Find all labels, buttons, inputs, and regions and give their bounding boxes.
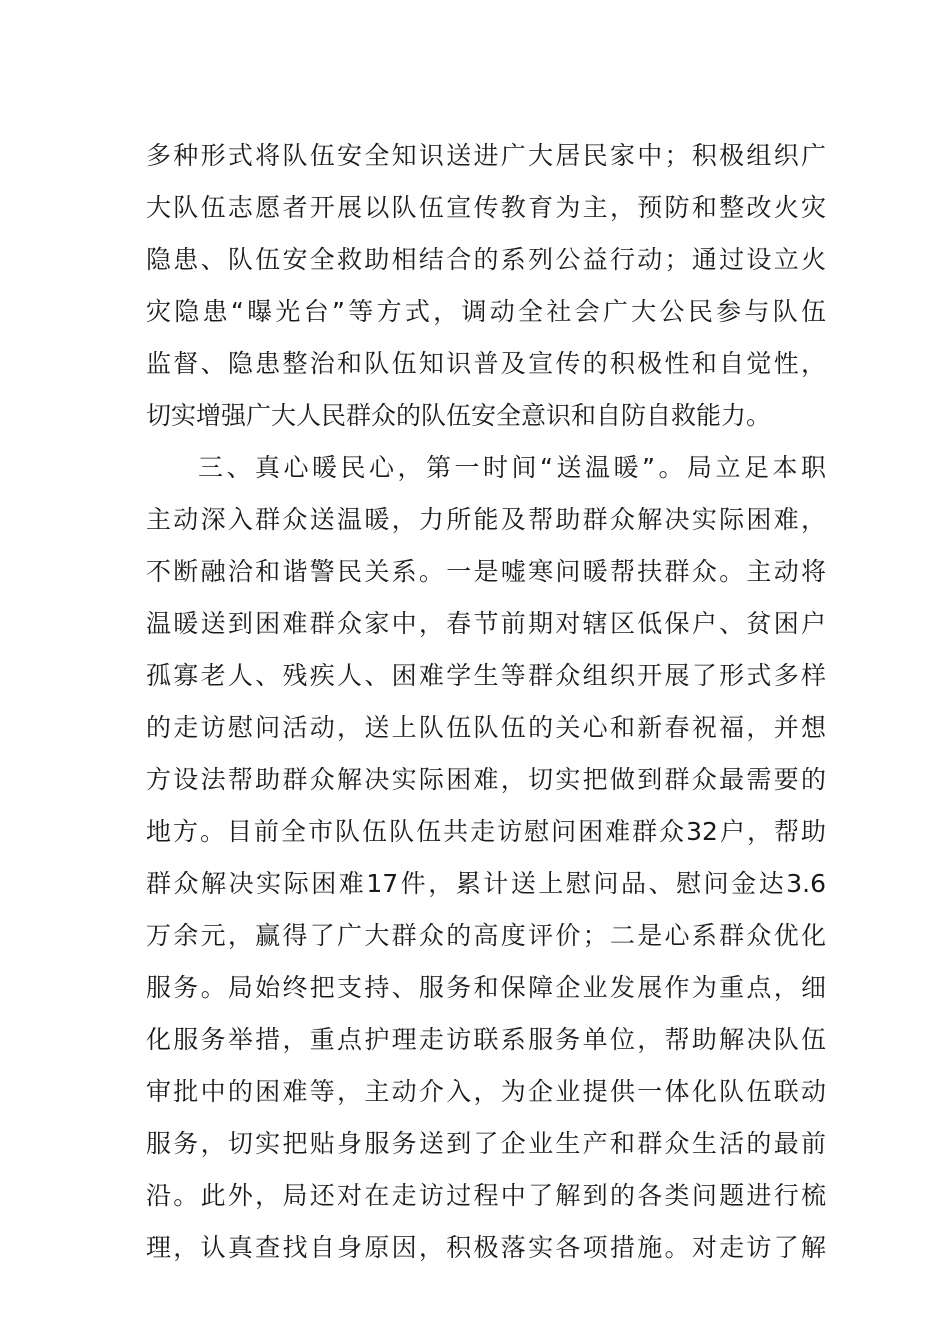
text-line: 大队伍志愿者开展以队伍宣传教育为主，预防和整改火灾 xyxy=(146,193,826,222)
text-line: 沿。此外，局还对在走访过程中了解到的各类问题进行梳 xyxy=(146,1181,826,1210)
text-line: 地方。目前全市队伍队伍共走访慰问困难群众32户，帮助 xyxy=(146,817,826,846)
text-line: 切实增强广大人民群众的队伍安全意识和自防自救能力。 xyxy=(146,401,772,430)
text-line: 方设法帮助群众解决实际困难，切实把做到群众最需要的 xyxy=(146,765,826,794)
text-line: 温暖送到困难群众家中，春节前期对辖区低保户、贫困户 xyxy=(146,609,826,638)
text-line: 孤寡老人、残疾人、困难学生等群众组织开展了形式多样 xyxy=(146,661,826,690)
text-line: 审批中的困难等，主动介入，为企业提供一体化队伍联动 xyxy=(146,1077,826,1106)
text-line: 群众解决实际困难17件，累计送上慰问品、慰问金达3.6 xyxy=(146,869,826,898)
text-line: 主动深入群众送温暖，力所能及帮助群众解决实际困难， xyxy=(146,505,826,534)
text-line: 不断融洽和谐警民关系。一是嘘寒问暖帮扶群众。主动将 xyxy=(146,557,826,586)
text-line: 万余元，赢得了广大群众的高度评价；二是心系群众优化 xyxy=(146,921,826,950)
text-line: 服务。局始终把支持、服务和保障企业发展作为重点，细 xyxy=(146,973,826,1002)
text-line: 多种形式将队伍安全知识送进广大居民家中；积极组织广 xyxy=(146,141,826,170)
text-line: 的走访慰问活动，送上队伍队伍的关心和新春祝福，并想 xyxy=(146,713,826,742)
text-line: 理，认真查找自身原因，积极落实各项措施。对走访了解 xyxy=(146,1233,826,1262)
text-line: 监督、隐患整治和队伍知识普及宣传的积极性和自觉性， xyxy=(146,349,826,378)
body-text xyxy=(146,130,826,1274)
text-line: 服务，切实把贴身服务送到了企业生产和群众生活的最前 xyxy=(146,1129,826,1158)
text-line: 隐患、队伍安全救助相结合的系列公益行动；通过设立火 xyxy=(146,245,826,274)
text-line: 灾隐患“曝光台”等方式，调动全社会广大公民参与队伍 xyxy=(146,297,826,326)
text-line: 化服务举措，重点护理走访联系服务单位，帮助解决队伍 xyxy=(146,1025,826,1054)
paragraph-heading-line: 三、真心暖民心，第一时间“送温暖”。局立足本职 xyxy=(198,453,826,482)
